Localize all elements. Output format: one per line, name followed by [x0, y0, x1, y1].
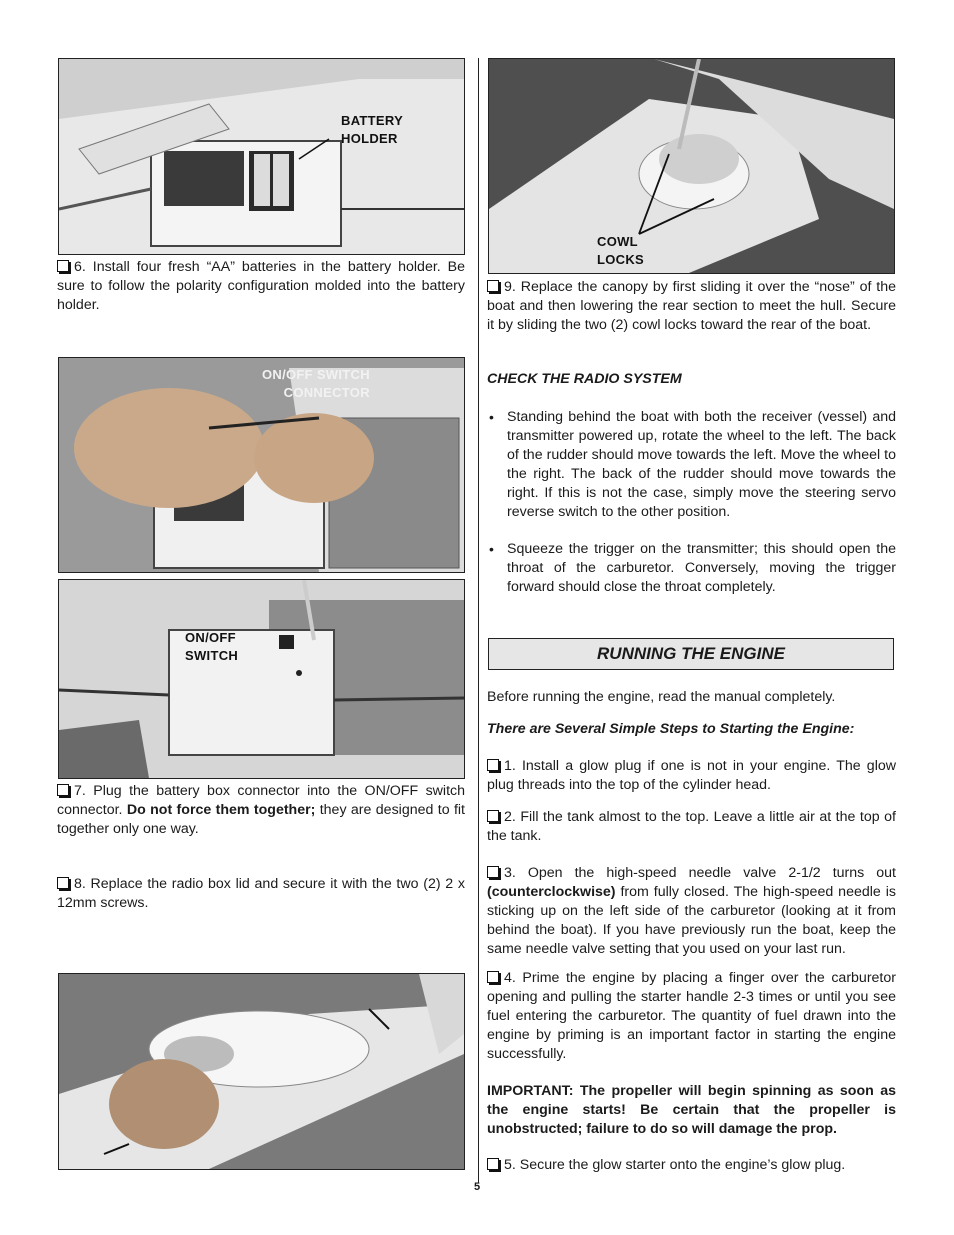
step-6 [57, 258, 465, 315]
running-intro: Before running the engine, read the manual completely. [487, 689, 836, 705]
column-divider [478, 58, 479, 1183]
running-step-2 [487, 808, 896, 846]
running-step-5 [487, 1156, 896, 1175]
check-radio-bullet-2: Squeeze the trigger on the transmitter; this should open the throat of the carburetor. Conversely, moving the trigger forward should close the throat completely. [507, 541, 896, 595]
running-subheading: There are Several Simple Steps to Starting the Engine: [487, 721, 855, 737]
running-step-2-text: 2. Fill the tank almost to the top. Leave a little air at the top of the tank. [487, 809, 896, 844]
step-8 [57, 875, 465, 913]
battery-holder-callout: BATTERY HOLDER [341, 113, 404, 146]
checkbox-icon[interactable] [487, 971, 499, 983]
step-7 [57, 782, 465, 839]
bullet-dot: • [489, 541, 494, 557]
step-7-warning: Do not force them together; [126, 802, 316, 818]
check-radio-bullet-1: Standing behind the boat with both the receiver (vessel) and transmitter powered up, rotate the wheel to the left. The back of the rudder should move towards the left. Move the wheel to the right. The back of the rudder should move towards the right. If this is not the case, simply move the steering servo reverse switch to the other position. [507, 409, 896, 520]
switch-callout: ON/OFF SWITCH [185, 630, 239, 663]
section-title: RUNNING THE ENGINE [597, 644, 785, 663]
checkbox-icon[interactable] [487, 810, 499, 822]
running-step-4-text: 4. Prime the engine by placing a finger over the carburetor opening and pulling the starter handle 2-3 times or until you see fuel entering the carburetor. The quantity of fuel drawn into the engine by priming is an important factor in starting the engine successfully. [487, 970, 896, 1062]
checkbox-icon[interactable] [487, 759, 499, 771]
section-header-box [488, 638, 894, 670]
check-radio-heading: CHECK THE RADIO SYSTEM [487, 371, 682, 387]
checkbox-icon[interactable] [487, 866, 499, 878]
running-step-4 [487, 969, 896, 1064]
step-8-text: 8. Replace the radio box lid and secure it with the two (2) 2 x 12mm screws. [57, 876, 465, 911]
checkbox-icon[interactable] [57, 784, 69, 796]
page-number: 5 [473, 1181, 481, 1193]
important-warning: IMPORTANT: The propeller will begin spinning as soon as the engine starts! Be certain that the propeller is unobstructed; failure to do so will damage the prop. [487, 1083, 896, 1137]
photo-battery-holder [58, 58, 465, 255]
step-6-text: 6. Install four fresh “AA” batteries in the battery holder. Be sure to follow the polarity configuration molded into the battery holder. [57, 259, 465, 313]
step-7-text-end: they are designed to fit together only one way. [57, 802, 465, 837]
photo-cowl-locks [488, 58, 895, 274]
checkbox-icon[interactable] [57, 260, 69, 272]
step-9 [487, 278, 896, 335]
checkbox-icon[interactable] [487, 280, 499, 292]
running-step-3 [487, 864, 896, 959]
bullet-dot: • [489, 409, 494, 425]
running-step-3-direction: (counterclockwise) [487, 884, 616, 900]
photo-switch [58, 579, 465, 779]
step-7-text: 7. Plug the battery box connector into the ON/OFF switch connector. [57, 783, 465, 818]
checkbox-icon[interactable] [57, 877, 69, 889]
running-step-3-text-end: from fully closed. The high-speed needle is sticking up on the left side of the carburetor (looking at it from behind the boat). If you have previously run the boat, keep the same needle valve setting that you used on your last run. [487, 884, 896, 957]
running-step-3-text: 3. Open the high-speed needle valve 2-1/2 turns out [504, 865, 896, 881]
checkbox-icon[interactable] [487, 1158, 499, 1170]
running-step-1-text: 1. Install a glow plug if one is not in your engine. The glow plug threads into the top of the cylinder head. [487, 758, 896, 793]
photo-canopy-install [58, 973, 465, 1170]
cowl-locks-callout: COWL LOCKS [597, 234, 644, 267]
switch-connector-callout: ON/OFF SWITCH CONNECTOR [262, 367, 370, 400]
step-9-text: 9. Replace the canopy by first sliding it over the “nose” of the boat and then lowering the rear section to meet the hull. Secure it by sliding the two (2) cowl locks toward the rear of the boat. [487, 279, 896, 333]
running-step-1 [487, 757, 896, 795]
running-step-5-text: 5. Secure the glow starter onto the engine’s glow plug. [504, 1157, 846, 1173]
